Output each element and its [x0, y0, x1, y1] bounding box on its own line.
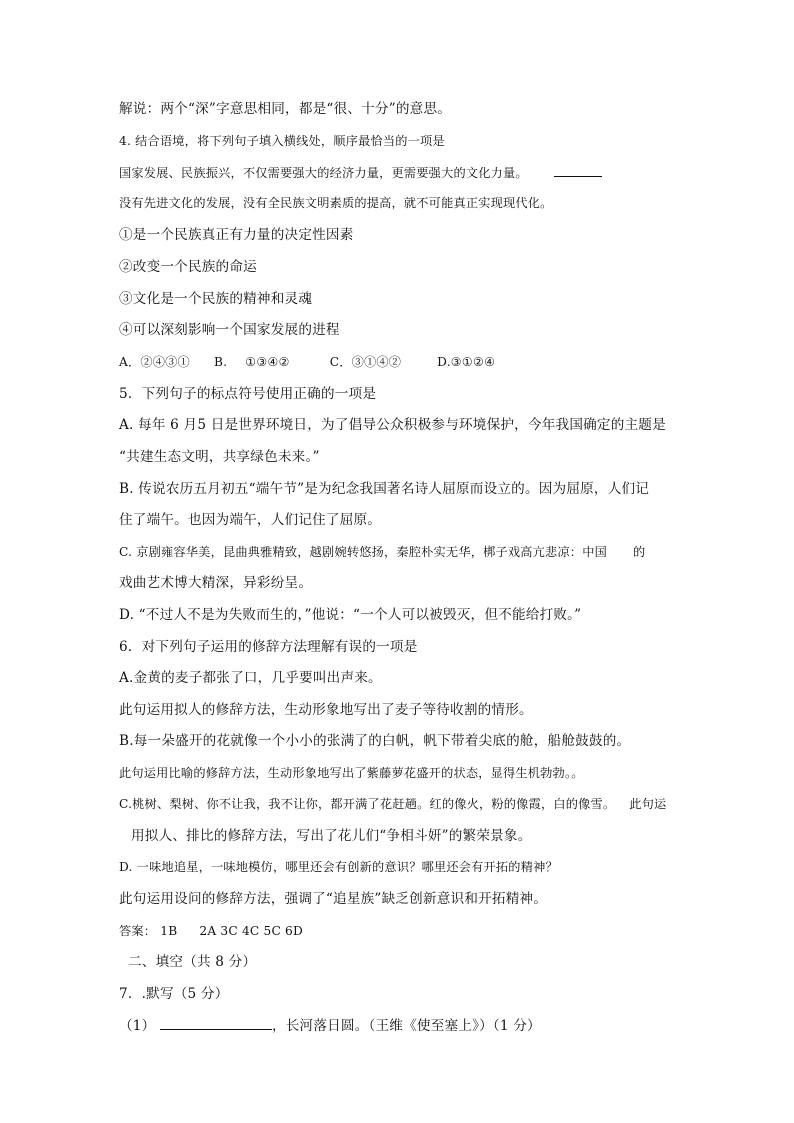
option-c-tail: 的: [632, 545, 646, 559]
question-6-option-b-note: 此句运用比喻的修辞方法，生动形象地写出了紫藤萝花盛开的状态，显得生机勃勃。。: [119, 766, 584, 780]
question-7-item-1: [119, 1016, 541, 1035]
option-c-text: C.桃树、梨树、你不让我，我不让你，都开满了花赶趟。红的像火，粉的像霞，白的像雪。: [119, 797, 616, 811]
question-6-option-d-note: 此句运用设问的修辞方法，强调了“追星族”缺乏创新意识和开拓精神。: [119, 891, 548, 907]
option-sentence-3: ③文化是一个民族的精神和灵魂: [119, 291, 313, 307]
choice-b-label: B.: [213, 355, 228, 369]
section-heading: 二、填空（共 8 分）: [128, 954, 257, 970]
question-5-option-c: [119, 543, 645, 561]
question-5-option-b-cont: 住了端午。也因为端午，人们记住了屈原。: [119, 512, 382, 528]
choice-c: C．③①④②: [329, 355, 402, 369]
choice-a: A．②④③①: [119, 355, 190, 369]
question-5-stem: 5．下列句子的标点符号使用正确的一项是: [119, 386, 377, 402]
explanation-line: 解说：两个“深”字意思相同，都是“很、十分”的意思。: [119, 101, 452, 117]
answer-key: [119, 922, 303, 940]
option-c-text: C. 京剧雍容华美，昆曲典雅精致，越剧婉转悠扬，秦腔朴实无华，梆子戏高亢悲凉：中国: [119, 545, 607, 559]
question-6-option-d: D. 一味地追星，一味地模仿，哪里还会有创新的意识？哪里还会有开拓的精神？: [119, 860, 558, 874]
fill-blank: [160, 1016, 272, 1030]
question-7-stem: 7．.默写（5 分）: [119, 986, 229, 1002]
question-5-option-a-cont: “共建生态文明，共享绿色未来。”: [119, 449, 320, 465]
fill-blank: [554, 163, 602, 177]
question-6-option-a-note: 此句运用拟人的修辞方法，生动形象地写出了麦子等待收割的情形。: [119, 702, 533, 718]
question-5-option-b: B. 传说农历五月初五“端午节”是为纪念我国著名诗人屈原而设立的。因为屈原，人们记: [119, 481, 650, 497]
question-6-option-c-note: 用拟人、排比的修辞方法，写出了花儿们“争相斗妍”的繁荣景象。: [131, 828, 532, 844]
context-text: 国家发展、民族振兴，不仅需要强大的经济力量，更需要强大的文化力量。: [119, 166, 528, 180]
question-5-option-d: D. “不过人不是为失败而生的，”他说：“一个人可以被毁灭，但不能给打败。”: [119, 607, 582, 623]
question-4-context-2: 没有先进文化的发展，没有全民族文明素质的提高，就不可能真正实现现代化。: [119, 196, 553, 210]
question-6-stem: 6．对下列句子运用的修辞方法理解有误的一项是: [119, 639, 418, 655]
option-sentence-2: ②改变一个民族的命运: [119, 259, 257, 275]
option-sentence-4: ④可以深刻影响一个国家发展的进程: [119, 322, 340, 338]
question-5-option-a: A. 每年 6 月5 日是世界环境日，为了倡导公众积极参与环境保护，今年我国确定的主题是: [119, 417, 666, 433]
choice-b: ①③④②: [245, 355, 290, 369]
question-4-choices: [119, 353, 495, 371]
option-sentence-1: ①是一个民族真正有力量的决定性因素: [119, 227, 354, 243]
choice-d: D.③①②④: [437, 355, 496, 369]
question-5-option-c-cont: 戏曲艺术博大精深，异彩纷呈。: [119, 575, 313, 591]
item-number: （1）: [119, 1018, 156, 1034]
question-4-stem: 4. 结合语境，将下列句子填入横线处，顺序最恰当的一项是: [119, 134, 445, 148]
question-6-option-c: [119, 795, 666, 813]
question-6-option-b: B.每一朵盛开的花就像一个小小的张满了的白帆，帆下带着尖底的舱，船舱鼓鼓的。: [119, 733, 631, 749]
item-text: ，长河落日圆。（王维《使至塞上》）（1 分）: [271, 1018, 541, 1034]
question-6-option-a: A.金黄的麦子都张了口，几乎要叫出声来。: [119, 670, 382, 686]
question-4-context-1: [119, 163, 602, 182]
option-c-note-start: 此句运: [629, 797, 667, 811]
answer-label: 答案： 1B: [119, 924, 178, 938]
answer-values: 2A 3C 4C 5C 6D: [199, 924, 303, 938]
